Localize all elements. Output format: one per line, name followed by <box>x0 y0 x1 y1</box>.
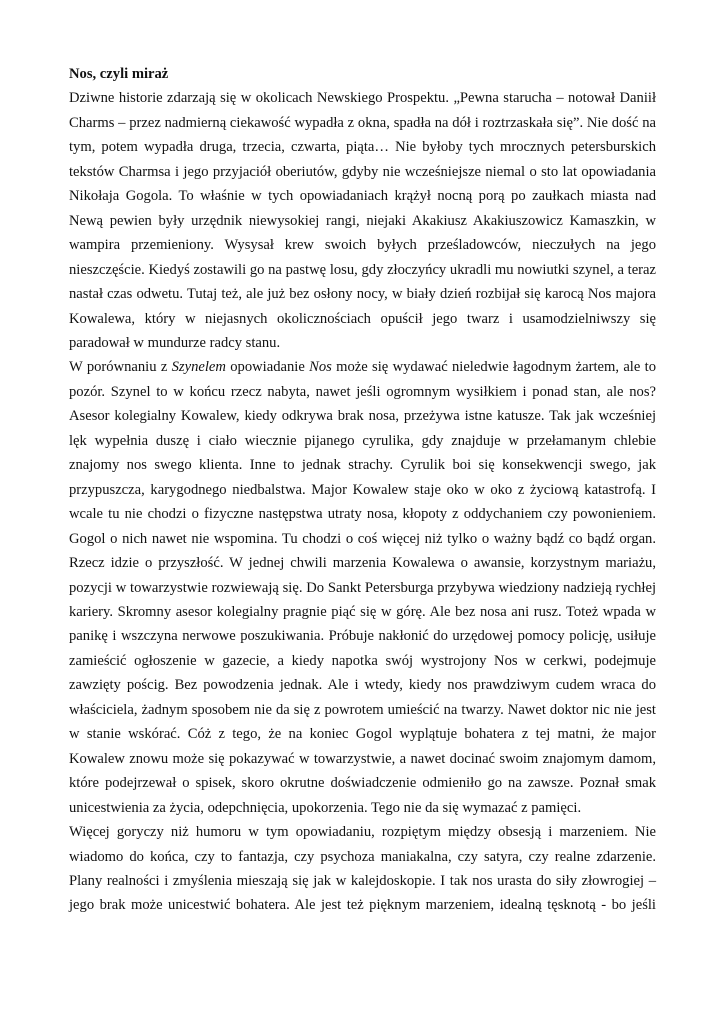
paragraph-1-text: Dziwne historie zdarzają się w okolicach Newskiego Prospektu. „Pewna starucha – notował Daniił Charms – przez nadmierną ciekawość wypadła z okna, spadła na dół i roztrzaskała się”. Nie dość na tym, potem wypadła druga, trzecia, czwarta, piąta… Nie byłoby tych mrocznych petersburskich tekstów Charmsa i jego przyjaciół oberiutów, gdyby nie wcześniejsze niemal o sto lat opowiadania Nikołaja Gogola. To właśnie w tych opowiadaniach krążył nocną porą po zaułkach miasta nad Newą pewien były urzędnik niewysokiej rangi, niejaki Akakiusz Akakiuszowicz Kamaszkin, w wampira przemieniony. Wysysał krew swoich byłych prześladowców, nieczułych na jego nieszczęście. Kiedyś zostawili go na pastwę losu, gdy złoczyńcy ukradli mu nowiutki szynel, a teraz nastał czas odwetu. Tutaj też, ale już bez osłony nocy, w biały dzień rozbijał się karocą Nos majora Kowalewa, który w niejasnych okolicznościach opuścił jego twarz i usamodzielniwszy się paradował w mundurze radcy stanu. <box>69 90 656 351</box>
paragraph-3 <box>69 820 656 918</box>
italic-title-nos: Nos <box>309 359 332 376</box>
document-title: Nos, czyli miraż <box>69 66 169 82</box>
paragraph-3-text: Więcej goryczy niż humoru w tym opowiadaniu, rozpiętym między obsesją i marzeniem. Nie wiadomo do końca, czy to fantazja, czy psychoza maniakalna, czy satyra, czy realne zdarzenie. Plany realności i zmyślenia mieszają się jak w kalejdoskopie. I tak nos urasta do siły złowrogiej – jego brak może unicestwić bohatera. Ale jest też pięknym marzeniem, idealną tęsknotą - bo jeśli <box>69 824 656 914</box>
italic-title-szynelem: Szynelem <box>171 359 226 376</box>
paragraph-2-text: może się wydawać nieledwie łagodnym żartem, ale to pozór. Szynel to w końcu rzecz nabyta, nawet jeśli ogromnym wysiłkiem i ponad stan, ale nos? Asesor kolegialny Kowalew, kiedy odkrywa brak nosa, przeżywa istne katusze. Tak jak wcześniej lęk wypełnia duszę i ciało wiecznie pijanego cyrulika, gdy znajduje w przełamanym chlebie znajomy nos swego klienta. Inne to jednak strachy. Cyrulik boi się konsekwencji swego, jak przypuszcza, karygodnego niedbalstwa. Major Kowalew staje oko w oko z życiową katastrofą. I wcale tu nie chodzi o fizyczne następstwa utraty nosa, kłopoty z oddychaniem czy powonieniem. Gogol o nich nawet nie wspomina. Tu chodzi o coś więcej niż tylko o ważny bądź co bądź organ. Rzecz idzie o przyszłość. W jednej chwili marzenia Kowalewa o awansie, korzystnym mariażu, pozycji w towarzystwie rozwiewają się. Do Sankt Petersburga przybywa wiedziony nadzieją rychłej kariery. Skromny asesor kolegialny pragnie piąć się w górę. Ale bez nosa ani rusz. Toteż wpada w panikę i wszczyna nerwowe poszukiwania. Próbuje nakłonić do urzędowej pomocy policję, usiłuje zamieścić ogłoszenie w gazecie, a kiedy napotka swój wystrojony Nos w cerkwi, podejmuje zawzięty pościg. Bez powodzenia jednak. Ale i wtedy, kiedy nos prawdziwym cudem wraca do właściciela, żadnym sposobem nie da się z powrotem umieścić na twarzy. Nawet doktor nic nie jest w stanie wskórać. Cóż z tego, że na koniec Gogol wyplątuje bohatera z tej matni, że major Kowalew znowu może się pokazywać w towarzystwie, a nawet docinać swoim znajomym damom, które podejrzewał o spisek, skoro okrutne doświadczenie odmieniło go na zawsze. Poznał smak unicestwienia za życia, odepchnięcia, upokorzenia. Tego nie da się wymazać z pamięci. <box>69 359 656 816</box>
paragraph-2-text: W porównaniu z <box>69 359 172 376</box>
paragraph-2-text: opowiadanie <box>225 359 310 376</box>
paragraph-1 <box>69 86 656 355</box>
paragraph-2 <box>69 355 656 820</box>
document-page <box>69 62 656 918</box>
